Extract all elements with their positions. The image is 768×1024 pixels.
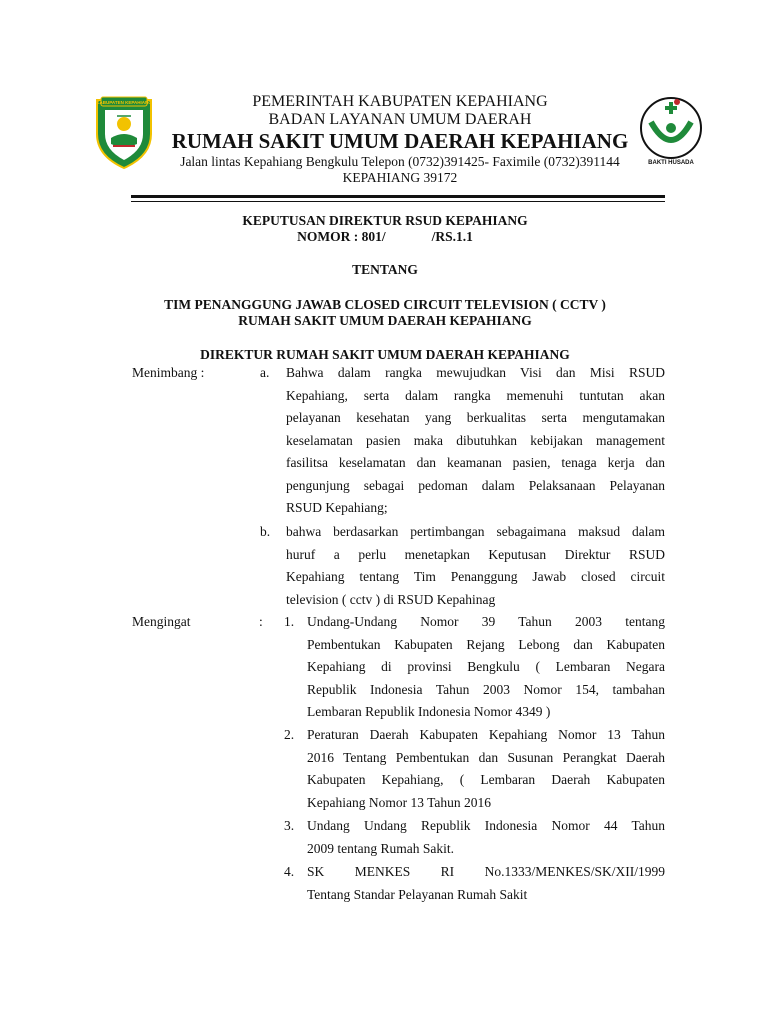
decree-number [100, 229, 670, 245]
menimbang-marker-a: a. [260, 365, 270, 380]
tentang-heading: TENTANG [352, 262, 418, 277]
letterhead-line1: PEMERINTAH KABUPATEN KEPAHIANG [252, 93, 548, 110]
mengingat-marker-3: 3. [284, 818, 295, 833]
mengingat-marker-1: 1. [284, 614, 295, 629]
director-heading: DIREKTUR RUMAH SAKIT UMUM DAERAH KEPAHIANG [200, 347, 570, 362]
subject-line2: RUMAH SAKIT UMUM DAERAH KEPAHIANG [238, 313, 532, 328]
svg-text:BAKTI HUSADA: BAKTI HUSADA [648, 160, 694, 166]
letterhead-city: KEPAHIANG 39172 [342, 170, 458, 185]
mengingat-item-2: Peraturan Daerah Kabupaten Kepahiang Nomor 13 Tahun 2016 Tentang Pembentukan dan Susunan Perangkat Daerah Kabupaten Kepahiang, ( Lembaran Daerah Kabupaten Kepahiang Nomor 13 Tahun 2016 [307, 727, 665, 810]
mengingat-marker-2: 2. [284, 727, 295, 742]
decree-heading: KEPUTUSAN DIREKTUR RSUD KEPAHIANG [242, 213, 528, 228]
decree-title [100, 213, 670, 363]
menimbang-label: Menimbang : [132, 365, 205, 380]
mengingat-marker-4: 4. [284, 864, 295, 879]
menimbang-item-b: bahwa berdasarkan pertimbangan sebagaimana maksud dalam huruf a perlu menetapkan Keputusan Direktur RSUD Kepahiang tentang Tim Penanggung Jawab closed circuit television ( cctv ) di RSUD Kepahinag [286, 524, 665, 607]
decree-number-suffix: /RS.1.1 [431, 229, 473, 244]
decree-number-label: NOMOR : 801/ [297, 229, 386, 244]
subject-line1: TIM PENANGGUNG JAWAB CLOSED CIRCUIT TELEVISION ( CCTV ) [164, 297, 606, 312]
menimbang-marker-b: b. [260, 524, 271, 539]
menimbang-item-a: Bahwa dalam rangka mewujudkan Visi dan Misi RSUD Kepahiang, serta dalam rangka memenuhi tuntutan akan pelayanan kesehatan yang berkualitas serta mengutamakan keselamatan pasien maka dibutuhkan kebijakan management fasilitsa keselamatan dan keamanan pasien, tenaga kerja dan pengunjung sebagai pedoman dalam Pelaksanaan Pelayanan RSUD Kepahiang; [286, 365, 665, 515]
letterhead-line2: BADAN LAYANAN UMUM DAERAH [268, 111, 532, 128]
mengingat-item-4: SK MENKES RI No.1333/MENKES/SK/XII/1999 Tentang Standar Pelayanan Rumah Sakit [307, 864, 665, 902]
mengingat-item-1: Undang-Undang Nomor 39 Tahun 2003 tentang Pembentukan Kabupaten Rejang Lebong dan Kabupaten Kepahiang di provinsi Bengkulu ( Lembaran Negara Republik Indonesia Tahun 2003 Nomor 154, tambahan Lembaran Republik Indonesia Nomor 4349 ) [307, 614, 665, 719]
mengingat-item-3: Undang Undang Republik Indonesia Nomor 44 Tahun 2009 tentang Rumah Sakit. [307, 818, 665, 856]
mengingat-colon: : [259, 614, 263, 629]
letterhead-divider-thick [131, 195, 665, 198]
letterhead-address: Jalan lintas Kepahiang Bengkulu Telepon (0732)391425- Faximile (0732)391144 [180, 154, 620, 169]
letterhead-divider-thin [131, 201, 665, 202]
hospital-name: RUMAH SAKIT UMUM DAERAH KEPAHIANG [171, 129, 629, 153]
mengingat-label: Mengingat [132, 614, 191, 629]
letterhead [130, 93, 670, 186]
svg-text:KABUPATEN KEPAHIANG: KABUPATEN KEPAHIANG [96, 100, 152, 105]
